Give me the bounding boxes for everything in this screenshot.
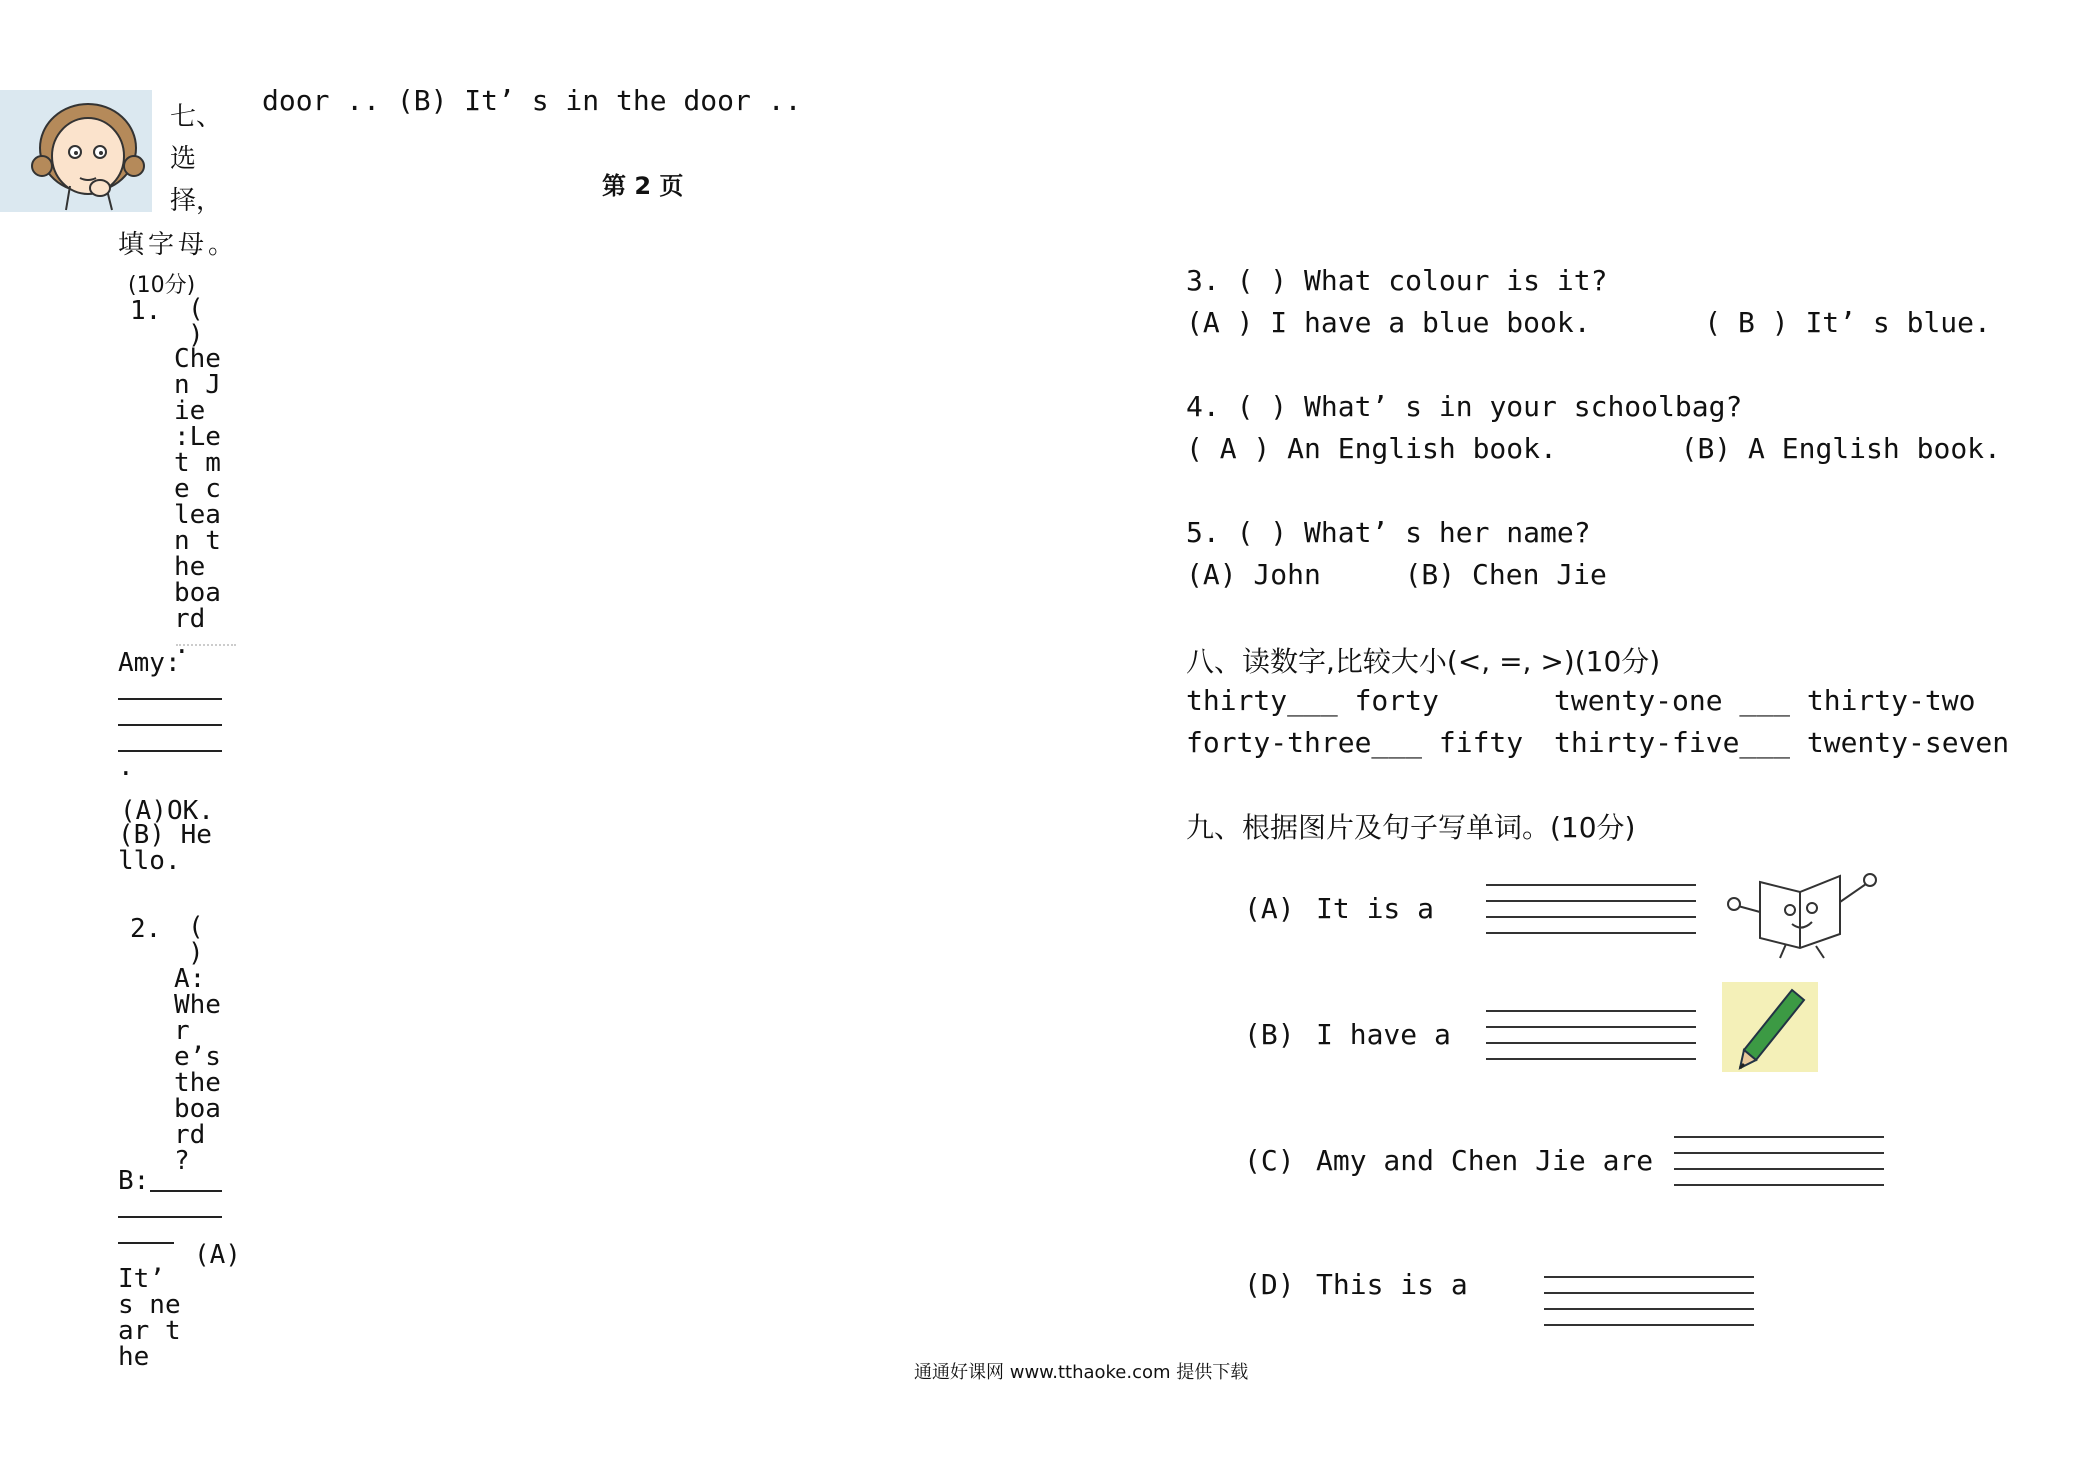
q4-option-b: (B) A English book. xyxy=(1680,432,2001,465)
section7-char-3: 择， xyxy=(170,186,223,216)
q2-tail: It’ s near the xyxy=(118,1264,181,1372)
section9-item-c-text: Amy and Chen Jie are xyxy=(1316,1144,1654,1177)
book-cartoon-icon xyxy=(1720,862,1880,962)
q3-number: 3. xyxy=(1186,264,1220,297)
q5-paren: ( ) xyxy=(1236,516,1288,549)
section7-char-1: 七、 xyxy=(170,102,223,132)
q1-answer-line-1 xyxy=(118,698,222,700)
q3-paren: ( ) xyxy=(1236,264,1288,297)
pencil-icon xyxy=(1722,982,1818,1072)
girl-thinking-illustration xyxy=(0,90,152,212)
q5-line xyxy=(1186,516,1591,549)
q5-question: What’ s her name? xyxy=(1304,516,1591,549)
q1-dots xyxy=(176,644,236,646)
section9-item-d-label: (D) xyxy=(1244,1268,1295,1301)
section9-item-d-lines xyxy=(1544,1276,1754,1328)
section9-item-d-text: This is a xyxy=(1316,1268,1468,1301)
q2-text: A: Where’s the board ? xyxy=(174,964,221,1176)
q4-options xyxy=(1186,432,2001,465)
q3-option-b: ( B ) It’ s blue. xyxy=(1704,306,1991,339)
q4-line xyxy=(1186,390,1742,423)
q4-option-a: ( A ) An English book. xyxy=(1186,432,1557,465)
section8-row1-left: thirty___ forty xyxy=(1186,684,1439,717)
section9-item-b-lines xyxy=(1486,1010,1696,1062)
section7-subtitle: 填字母。 xyxy=(118,230,239,260)
section9-item-a-lines xyxy=(1486,884,1696,936)
page-label: 第 2 页 xyxy=(602,172,684,200)
q1-paren: ( ) xyxy=(188,294,204,350)
section7-title xyxy=(170,96,230,222)
q1-blank-end: . xyxy=(118,752,134,782)
q3-options xyxy=(1186,306,1991,339)
section9-item-b-text: I have a xyxy=(1316,1018,1451,1051)
q4-question: What’ s in your schoolbag? xyxy=(1304,390,1743,423)
q2-number: 2. xyxy=(130,914,162,944)
q2-answer-line-3 xyxy=(118,1242,174,1244)
q1-text: Chen Jie :Let me clean the board . xyxy=(174,344,221,660)
q1-amy-label: Amy: xyxy=(118,648,181,678)
q5-number: 5. xyxy=(1186,516,1220,549)
q2-b-label: B: xyxy=(118,1166,150,1196)
section9-item-b-label: (B) xyxy=(1244,1018,1295,1051)
section7-points: (10分) xyxy=(128,273,196,298)
section9-item-c-lines xyxy=(1674,1136,1884,1188)
section8-row2-left: forty-three___ fifty xyxy=(1186,726,1524,759)
q5-option-a: (A) John xyxy=(1186,558,1321,591)
q1-answer-line-2 xyxy=(118,724,222,726)
q1-number: 1. xyxy=(130,296,162,326)
q3-option-a: (A ) I have a blue book. xyxy=(1186,306,1591,339)
q2-answer-line-2 xyxy=(118,1216,222,1218)
q3-line xyxy=(1186,264,1607,297)
q2-option-a: (A) xyxy=(194,1240,241,1270)
section8-row2-right: thirty-five___ twenty-seven xyxy=(1554,726,2010,759)
q5-option-b: (B) Chen Jie xyxy=(1404,558,1607,591)
section8-row1-right: twenty-one ___ thirty-two xyxy=(1554,684,1976,717)
q3-question: What colour is it? xyxy=(1304,264,1608,297)
section9-item-a-label: (A) xyxy=(1244,892,1295,925)
section9-item-a-text: It is a xyxy=(1316,892,1435,925)
section7-char-2: 选 xyxy=(170,144,197,174)
q2-paren: ( ) xyxy=(188,912,204,968)
q1-option-a: (A)OK. xyxy=(120,796,214,826)
section9-title: 九、根据图片及句子写单词。(10分) xyxy=(1186,811,1636,844)
footer-text: 通通好课网 www.tthaoke.com 提供下载 xyxy=(914,1362,1249,1383)
q4-number: 4. xyxy=(1186,390,1220,423)
section9-item-c-label: (C) xyxy=(1244,1144,1295,1177)
q5-options xyxy=(1186,558,1607,591)
section8-title: 八、读数字,比较大小(<, =, >)(10分) xyxy=(1186,645,1661,678)
q2-answer-line-1 xyxy=(150,1190,222,1192)
top-line-text: door .. (B) It’ s in the door .. xyxy=(262,84,802,117)
q4-paren: ( ) xyxy=(1236,390,1288,423)
q1-option-b: (B) Hello. xyxy=(118,820,212,876)
